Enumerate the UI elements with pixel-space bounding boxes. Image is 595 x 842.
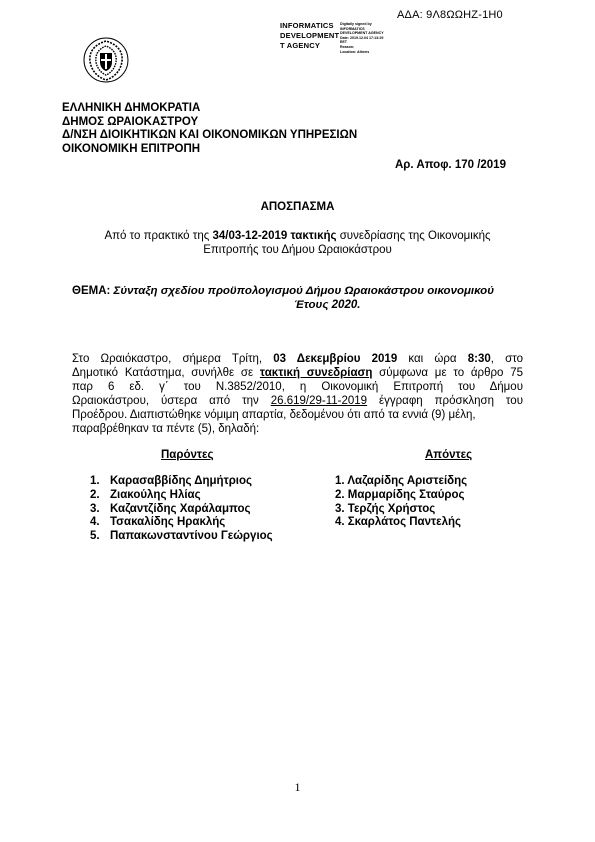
present-members-list — [90, 475, 273, 544]
list-item: 5. Παπακωνσταντίνου Γεώργιος — [90, 530, 273, 543]
stamp-detail-line: Date: 2019.12.04 17:13:29 — [340, 35, 384, 40]
greek-coat-of-arms-icon — [83, 37, 129, 83]
stamp-detail-line: DEVELOPMENT AGENCY — [340, 31, 384, 36]
signature-stamp-agency — [280, 21, 339, 51]
list-item: 1. Λαζαρίδης Αριστείδης — [335, 475, 468, 487]
session-type: τακτική συνεδρίαση — [259, 367, 373, 379]
para-text: και ώρα — [397, 353, 468, 365]
minutes-session: 34/03-12-2019 τακτικής — [212, 230, 337, 242]
list-item: 3. Τερζής Χρήστος — [335, 502, 436, 515]
minutes-text: Επιτροπής του Δήμου Ωραιοκάστρου — [203, 244, 392, 256]
list-item: 4. Τσακαλίδης Ηρακλής — [90, 516, 226, 529]
invitation-reference: 26.619/29-11-2019 — [270, 395, 368, 407]
para-text: , στο — [490, 353, 524, 365]
list-item: 1. Καρασαββίδης Δημήτριος — [90, 475, 253, 487]
stamp-detail-line: INFORMATICS — [340, 26, 365, 31]
subject-text: Σύνταξη σχεδίου προϋπολογισμού Δήμου Ωραιοκάστρου οικονομικού — [110, 285, 495, 297]
minutes-text: Από το πρακτικό της — [104, 230, 213, 242]
stamp-line: DEVELOPMENT — [280, 31, 340, 40]
stamp-line: T AGENCY — [280, 41, 321, 50]
session-time: 8:30 — [467, 353, 491, 365]
list-item: 3. Καζαντζίδης Χαράλαμπος — [90, 502, 251, 515]
excerpt-title: ΑΠΟΣΠΑΣΜΑ — [260, 201, 335, 213]
stamp-detail-line: Digitally signed by — [340, 22, 372, 26]
header-line-committee: ΟΙΚΟΝΟΜΙΚΗ ΕΠΙΤΡΟΠΗ — [62, 142, 201, 155]
list-item: 2. Ζιακούλης Ηλίας — [90, 488, 201, 501]
para-text: σύμφωνα με το άρθρο 75 — [372, 367, 523, 379]
session-paragraph — [72, 352, 523, 436]
para-text: Στο Ωραιόκαστρο, σήμερα Τρίτη, — [72, 353, 274, 365]
stamp-detail-line: EET — [340, 40, 347, 45]
page-number: 1 — [294, 780, 301, 794]
para-text: παραβρέθηκαν τα πέντε (5), δηλαδή: — [72, 423, 260, 435]
signature-stamp-details — [340, 22, 384, 54]
session-date: 03 Δεκεμβρίου 2019 — [273, 353, 398, 365]
ada-code: ΑΔΑ: 9Λ8ΩΩΗΖ-1Η0 — [397, 9, 503, 21]
stamp-line: INFORMATICS — [280, 21, 334, 30]
stamp-detail-line: Reason: — [340, 44, 355, 49]
para-text: Δημοτικό Κατάστημα, συνήλθε σε — [72, 367, 260, 379]
para-text: Προέδρου. Διαπιστώθηκε νόμιμη απαρτία, δεδομένου ότι από τα εννιά (9) μέλη, — [72, 409, 476, 421]
subject — [72, 284, 542, 312]
header-line-republic: ΕΛΛΗΝΙΚΗ ΔΗΜΟΚΡΑΤΙΑ — [62, 102, 201, 114]
subject-label: ΘΕΜΑ: — [72, 285, 111, 297]
header-line-municipality: ΔΗΜΟΣ ΩΡΑΙΟΚΑΣΤΡΟΥ — [62, 115, 199, 128]
issuer-header — [62, 102, 357, 156]
list-item: 2. Μαρμαρίδης Σταύρος — [335, 488, 465, 501]
minutes-text: συνεδρίασης της Οικονομικής — [336, 230, 491, 242]
subject-text-line2: Έτους 2020. — [294, 299, 361, 311]
stamp-detail-line: Location: Athens — [340, 49, 370, 54]
present-heading: Παρόντες — [161, 449, 214, 461]
para-text: παρ 6 εδ. γ΄ του Ν.3852/2010, η Οικονομική Επιτροπή του Δήμου — [72, 381, 523, 393]
header-line-directorate: Δ/ΝΣΗ ΔΙΟΙΚΗΤΙΚΩΝ ΚΑΙ ΟΙΚΟΝΟΜΙΚΩΝ ΥΠΗΡΕΣΙΩΝ — [62, 129, 358, 141]
absent-members-list — [335, 475, 467, 530]
absent-heading: Απόντες — [425, 449, 473, 461]
para-text: έγγραφη πρόσκληση του — [367, 395, 523, 407]
list-item: 4. Σκαρλάτος Παντελής — [335, 516, 462, 529]
decision-number: Αρ. Αποφ. 170 /2019 — [395, 159, 506, 171]
minutes-reference — [0, 229, 595, 257]
para-text: Ωραιοκάστρου, ύστερα από την — [72, 395, 271, 407]
